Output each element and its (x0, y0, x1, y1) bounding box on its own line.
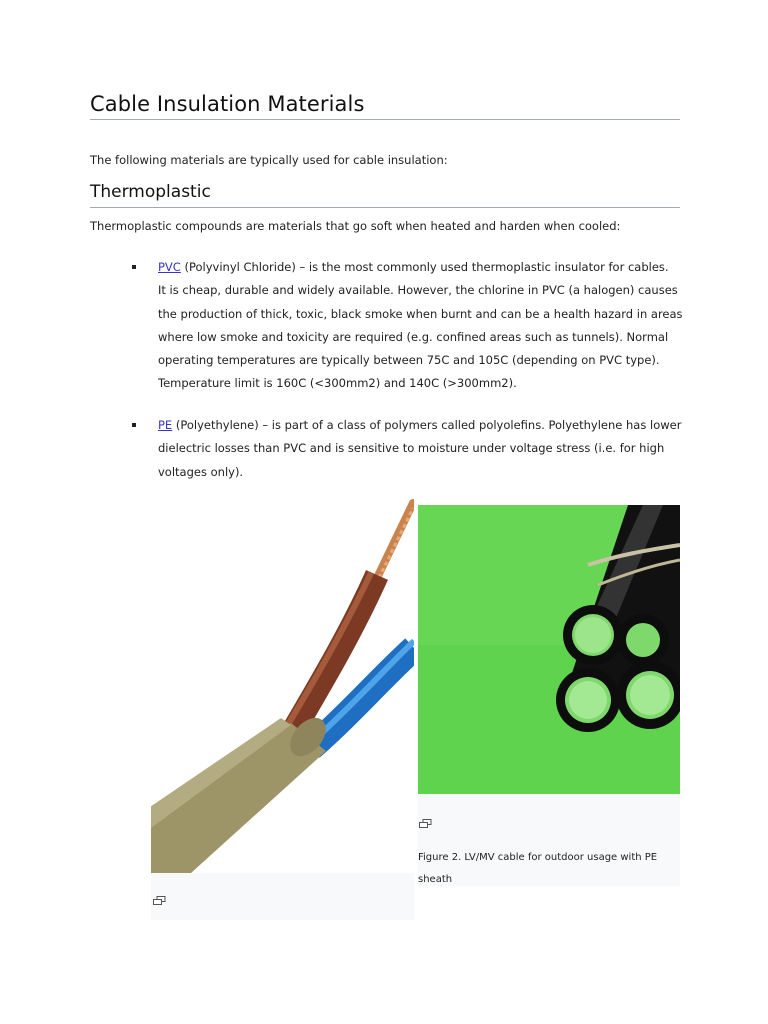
figure-lv-mv-cable (418, 505, 680, 886)
page-title: Cable Insulation Materials (90, 92, 365, 116)
list-item-text: dielectric losses than PVC and is sensitive to moisture under voltage stress (i.e. for high (158, 441, 665, 456)
intro-text: The following materials are typically used for cable insulation: (90, 153, 448, 167)
enlarge-icon[interactable] (419, 819, 432, 828)
caption-line: Figure 2. LV/MV cable for outdoor usage with PE (418, 852, 658, 863)
enlarge-icon[interactable] (153, 896, 166, 905)
section-heading: Thermoplastic (90, 182, 211, 202)
title-divider (90, 119, 680, 120)
list-item-text: (Polyvinyl Chloride) – is the most commonly used thermoplastic insulator for cables. (180, 260, 669, 274)
lv-mv-aerial-cable-photo[interactable] (418, 505, 680, 794)
list-item-pvc (158, 256, 688, 396)
list-item-text: voltages only). (158, 464, 244, 479)
caption-line: sheath (418, 874, 453, 885)
figure-caption (418, 847, 668, 886)
figure-two-core-cable (151, 483, 414, 920)
two-core-cable-photo[interactable] (151, 483, 414, 873)
list-item-text: (Polyethylene) – is part of a class of polymers called polyolefins. Polyethylene has lower (172, 418, 682, 432)
bullet-icon (132, 265, 136, 269)
list-item-text: where low smoke and toxicity are required (e.g. confined areas such as tunnels). Normal (158, 329, 669, 344)
list-item-text: Temperature limit is 160C (<300mm2) and 140C (>300mm2). (158, 376, 517, 391)
list-item-pe (158, 414, 688, 484)
list-item-text: the production of thick, toxic, black smoke when burnt and can be a health hazard in areas (158, 306, 683, 321)
section-divider (90, 207, 680, 208)
pvc-link[interactable]: PVC (158, 260, 181, 274)
section-description: Thermoplastic compounds are materials that go soft when heated and harden when cooled: (90, 219, 621, 233)
pe-link[interactable]: PE (158, 418, 173, 432)
list-item-text: It is cheap, durable and widely available. However, the chlorine in PVC (a halogen) causes (158, 283, 678, 298)
bullet-icon (132, 423, 136, 427)
list-item-text: operating temperatures are typically between 75C and 105C (depending on PVC type). (158, 353, 660, 368)
